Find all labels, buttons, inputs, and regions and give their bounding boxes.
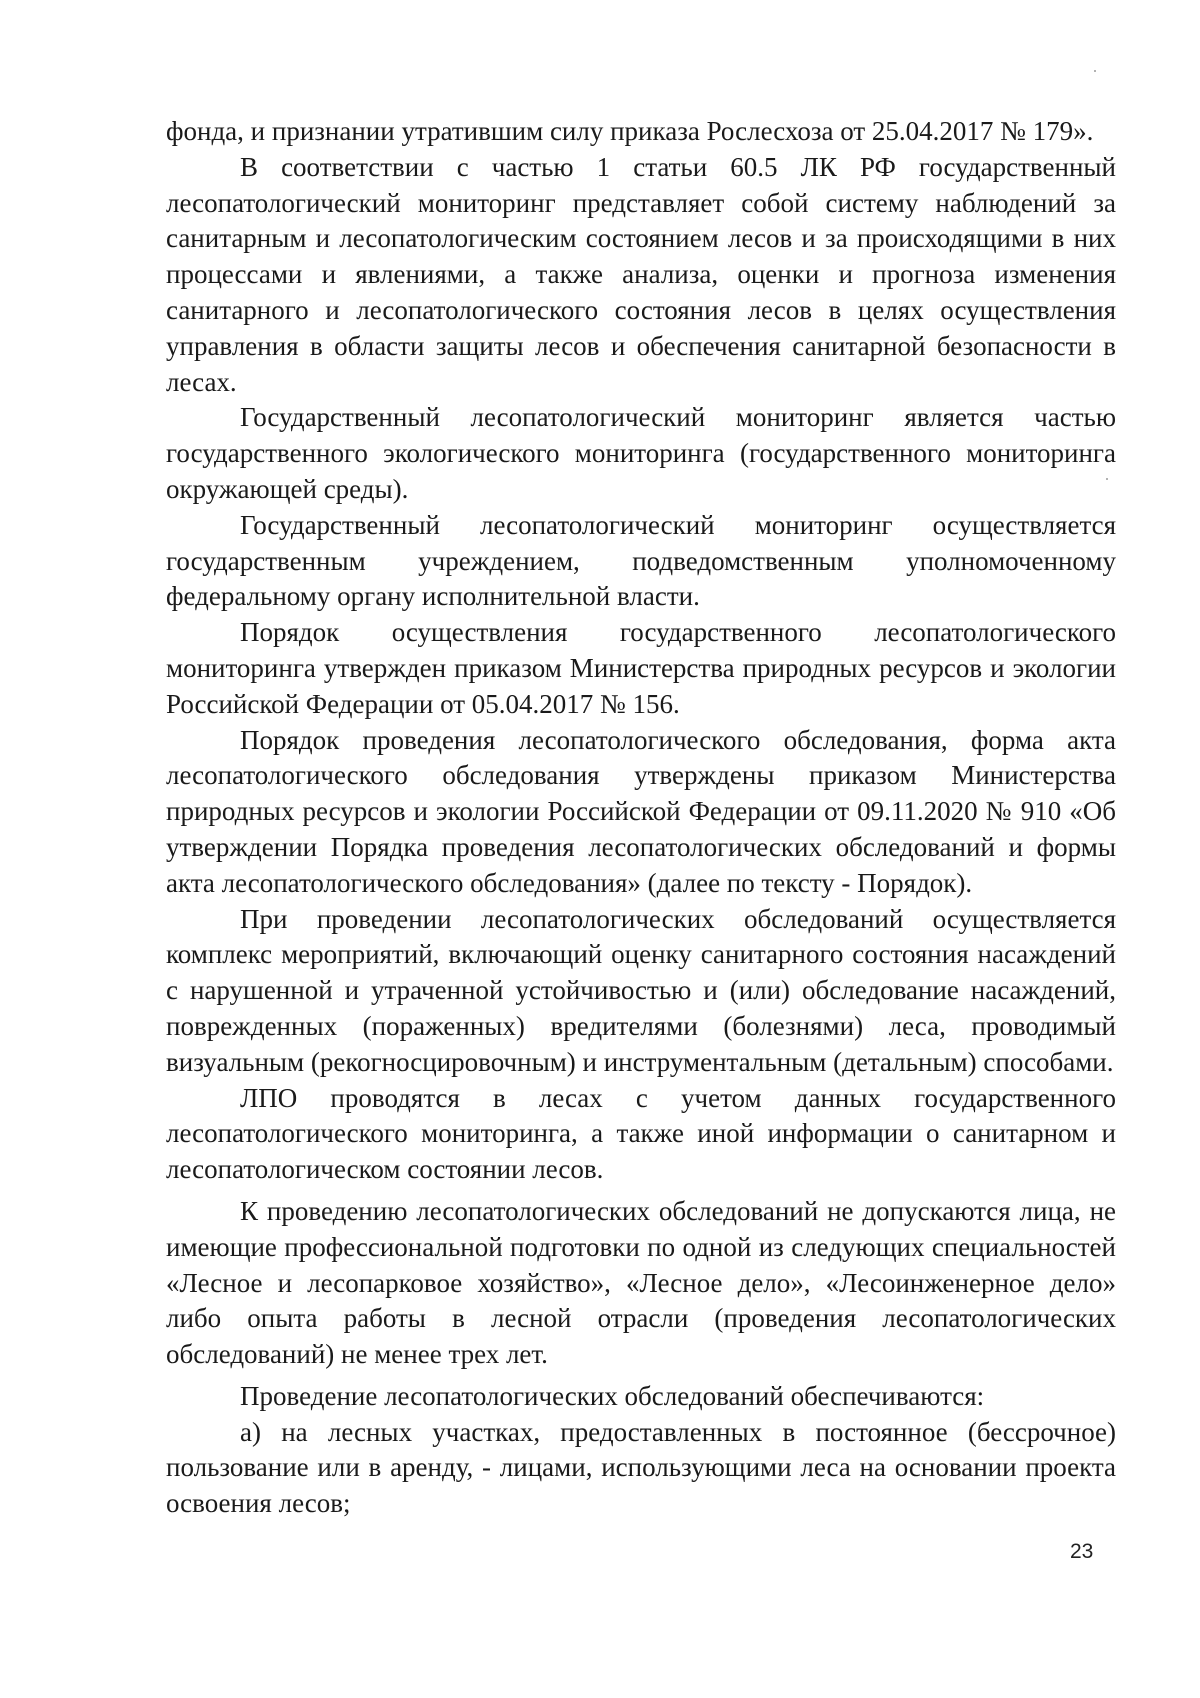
- document-body: [166, 114, 1116, 1522]
- paragraph-monitoring-definition: В соответствии с частью 1 статьи 60.5 ЛК РФ государственный лесопатологический мониторинг представляет собой систему наблюдений за санитарным и лесопатологическим состоянием лесов и за происходящими в них процессами и явлениями, а также анализа, оценки и прогноза изменения санитарного и лесопатологического состояния лесов в целях осуществления управления в области защиты лесов и обеспечения санитарной безопасности в лесах.: [166, 151, 1116, 397]
- scan-speck: [1106, 478, 1108, 480]
- paragraph-continuation: фонда, и признании утратившим силу приказа Рослесхоза от 25.04.2017 № 179».: [166, 116, 1094, 146]
- list-item-a: а) на лесных участках, предоставленных в постоянное (бессрочное) пользование или в аренду, - лицами, использующими леса на основании проекта освоения лесов;: [166, 1416, 1116, 1519]
- paragraph-inspection-measures: При проведении лесопатологических обследований осуществляется комплекс мероприятий, включающий оценку санитарного состояния насаждений с нарушенной и утраченной устойчивостью и (или) обследование насаждений, поврежденных (пораженных) вредителями (болезнями) леса, проводимый визуальным (рекогносцировочным) и инструментальным (детальным) способами.: [166, 903, 1116, 1077]
- paragraph-personnel-requirements: К проведению лесопатологических обследований не допускаются лица, не имеющие профессиональной подготовки по одной из следующих специальностей «Лесное и лесопарковое хозяйство», «Лесное дело», «Лесоинженерное дело» либо опыта работы в лесной отрасли (проведения лесопатологических обследований) не менее трех лет.: [166, 1195, 1116, 1370]
- paragraph-inspection-order: Порядок проведения лесопатологического обследования, форма акта лесопатологического обследования утверждены приказом Министерства природных ресурсов и экологии Российской Федерации от 09.11.2020 № 910 «Об утверждении Порядка проведения лесопатологических обследований и формы акта лесопатологического обследования» (далее по тексту - Порядок).: [166, 724, 1116, 898]
- paragraph-monitoring-order: Порядок осуществления государственного лесопатологического мониторинга утвержден приказом Министерства природных ресурсов и экологии Российской Федерации от 05.04.2017 № 156.: [166, 617, 1116, 719]
- paragraph-lpo-conduct: ЛПО проводятся в лесах с учетом данных государственного лесопатологического мониторинга, а также иной информации о санитарном и лесопатологическом состоянии лесов.: [166, 1082, 1116, 1185]
- page-number: 23: [1070, 1540, 1094, 1563]
- paragraph-inspection-provision: Проведение лесопатологических обследований обеспечиваются:: [240, 1380, 985, 1411]
- paragraph-monitoring-agency: Государственный лесопатологический мониторинг осуществляется государственным учреждением, подведомственным уполномоченному федеральному органу исполнительной власти.: [166, 509, 1116, 612]
- scan-speck: [1094, 70, 1096, 72]
- paragraph-monitoring-part: Государственный лесопатологический мониторинг является частью государственного экологического мониторинга (государственного мониторинга окружающей среды).: [166, 402, 1116, 504]
